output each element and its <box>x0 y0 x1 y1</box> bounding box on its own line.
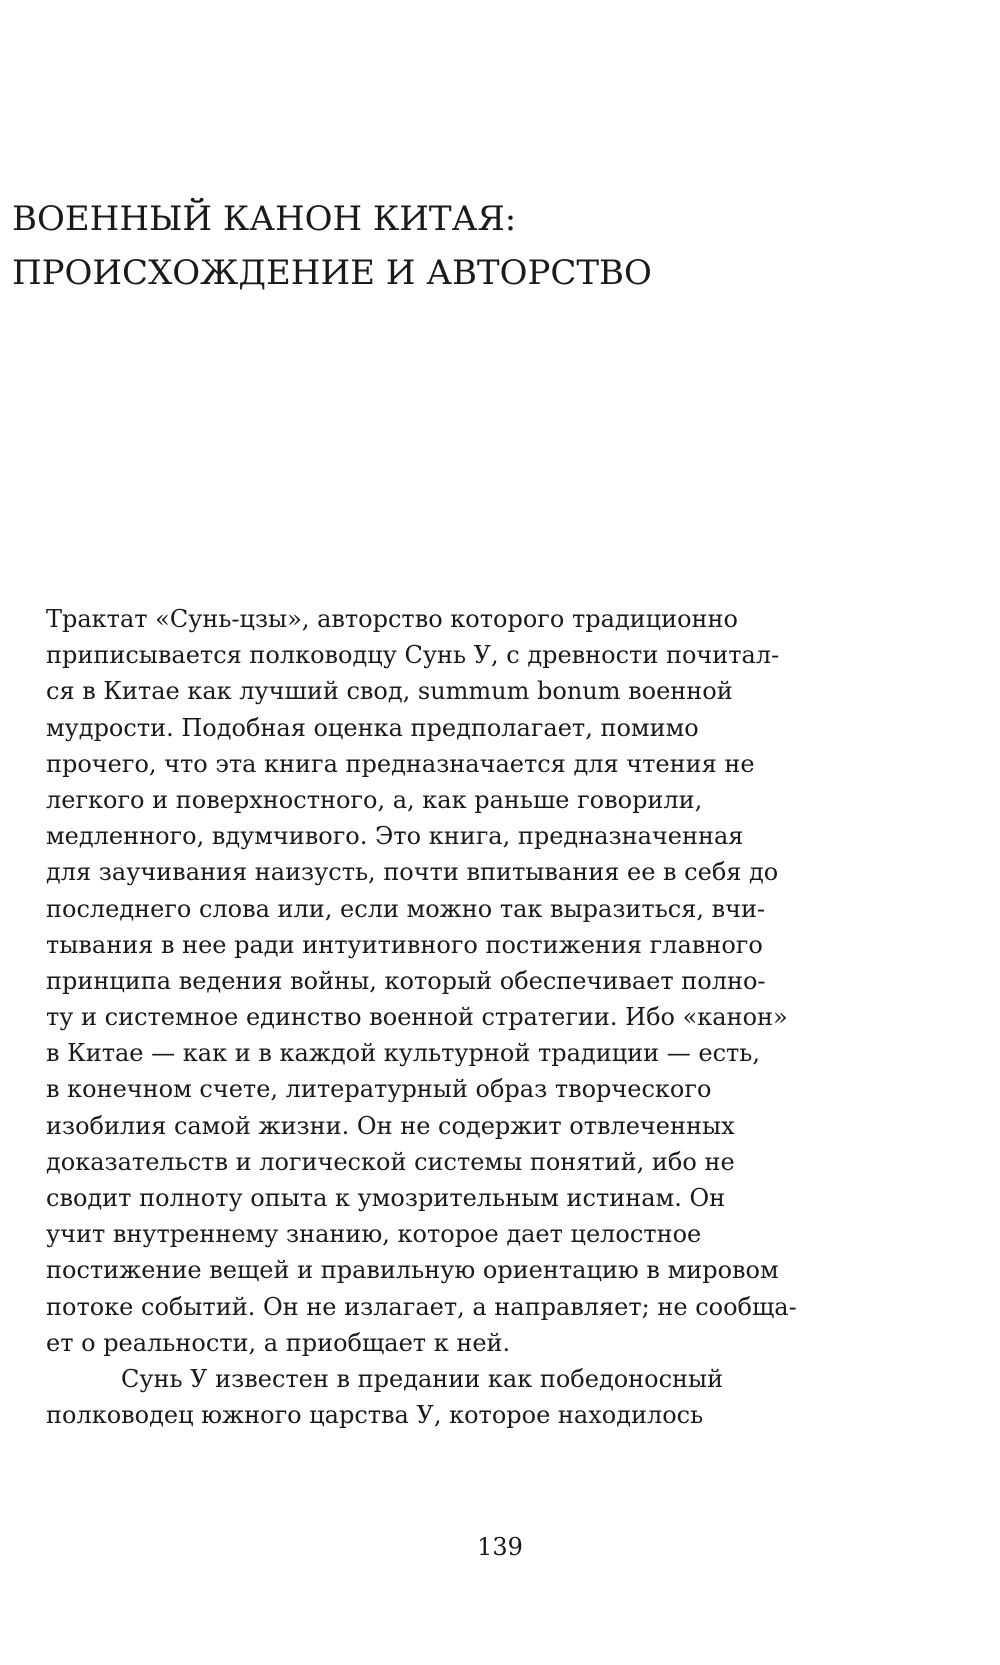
text-line: для заучивания наизусть, почти впитывания ее в себя до <box>46 858 779 887</box>
text-line-paragraph-start: Сунь У известен в предании как победоносный <box>121 1364 724 1393</box>
text-line: ту и системное единство военной стратегии. Ибо «канон» <box>46 1003 788 1032</box>
text-line: в Китае — как и в каждой культурной традиции — есть, <box>46 1039 760 1068</box>
text-line: мудрости. Подобная оценка предполагает, помимо <box>46 713 699 742</box>
chapter-title-line-1: ВОЕННЫЙ КАНОН КИТАЯ: <box>12 199 517 239</box>
text-line: ся в Китае как лучший свод, summum bonum военной <box>46 677 733 706</box>
page-number: 139 <box>477 1533 523 1561</box>
text-line: изобилия самой жизни. Он не содержит отвлеченных <box>46 1111 735 1140</box>
text-line: медленного, вдумчивого. Это книга, предназначенная <box>46 822 744 851</box>
text-line: приписывается полководцу Сунь У, с древности почитал- <box>46 641 780 670</box>
text-line: в конечном счете, литературный образ творческого <box>46 1075 712 1104</box>
text-line: сводит полноту опыта к умозрительным истинам. Он <box>46 1184 726 1212</box>
chapter-title-line-2: ПРОИСХОЖДЕНИЕ И АВТОРСТВО <box>12 253 652 293</box>
text-line: доказательств и логической системы понятий, ибо не <box>46 1147 735 1176</box>
chapter-title <box>12 192 972 300</box>
text-line: учит внутреннему знанию, которое дает целостное <box>46 1220 702 1249</box>
text-line: тывания в нее ради интуитивного постижения главного <box>46 930 763 959</box>
text-line: принципа ведения войны, который обеспечивает полно- <box>46 966 766 995</box>
body-text <box>46 601 946 1433</box>
text-line: ет о реальности, а приобщает к ней. <box>46 1328 511 1357</box>
text-line: потоке событий. Он не излагает, а направляет; не сообща- <box>46 1292 797 1321</box>
text-line: прочего, что эта книга предназначается для чтения не <box>46 749 755 778</box>
text-line: Трактат «Сунь-цзы», авторство которого традиционно <box>46 605 738 633</box>
text-line: постижение вещей и правильную ориентацию в мировом <box>46 1256 779 1285</box>
text-line: легкого и поверхностного, а, как раньше говорили, <box>46 785 703 814</box>
text-line: полководец южного царства У, которое находилось <box>46 1401 704 1430</box>
text-line: последнего слова или, если можно так выразиться, вчи- <box>46 894 766 923</box>
